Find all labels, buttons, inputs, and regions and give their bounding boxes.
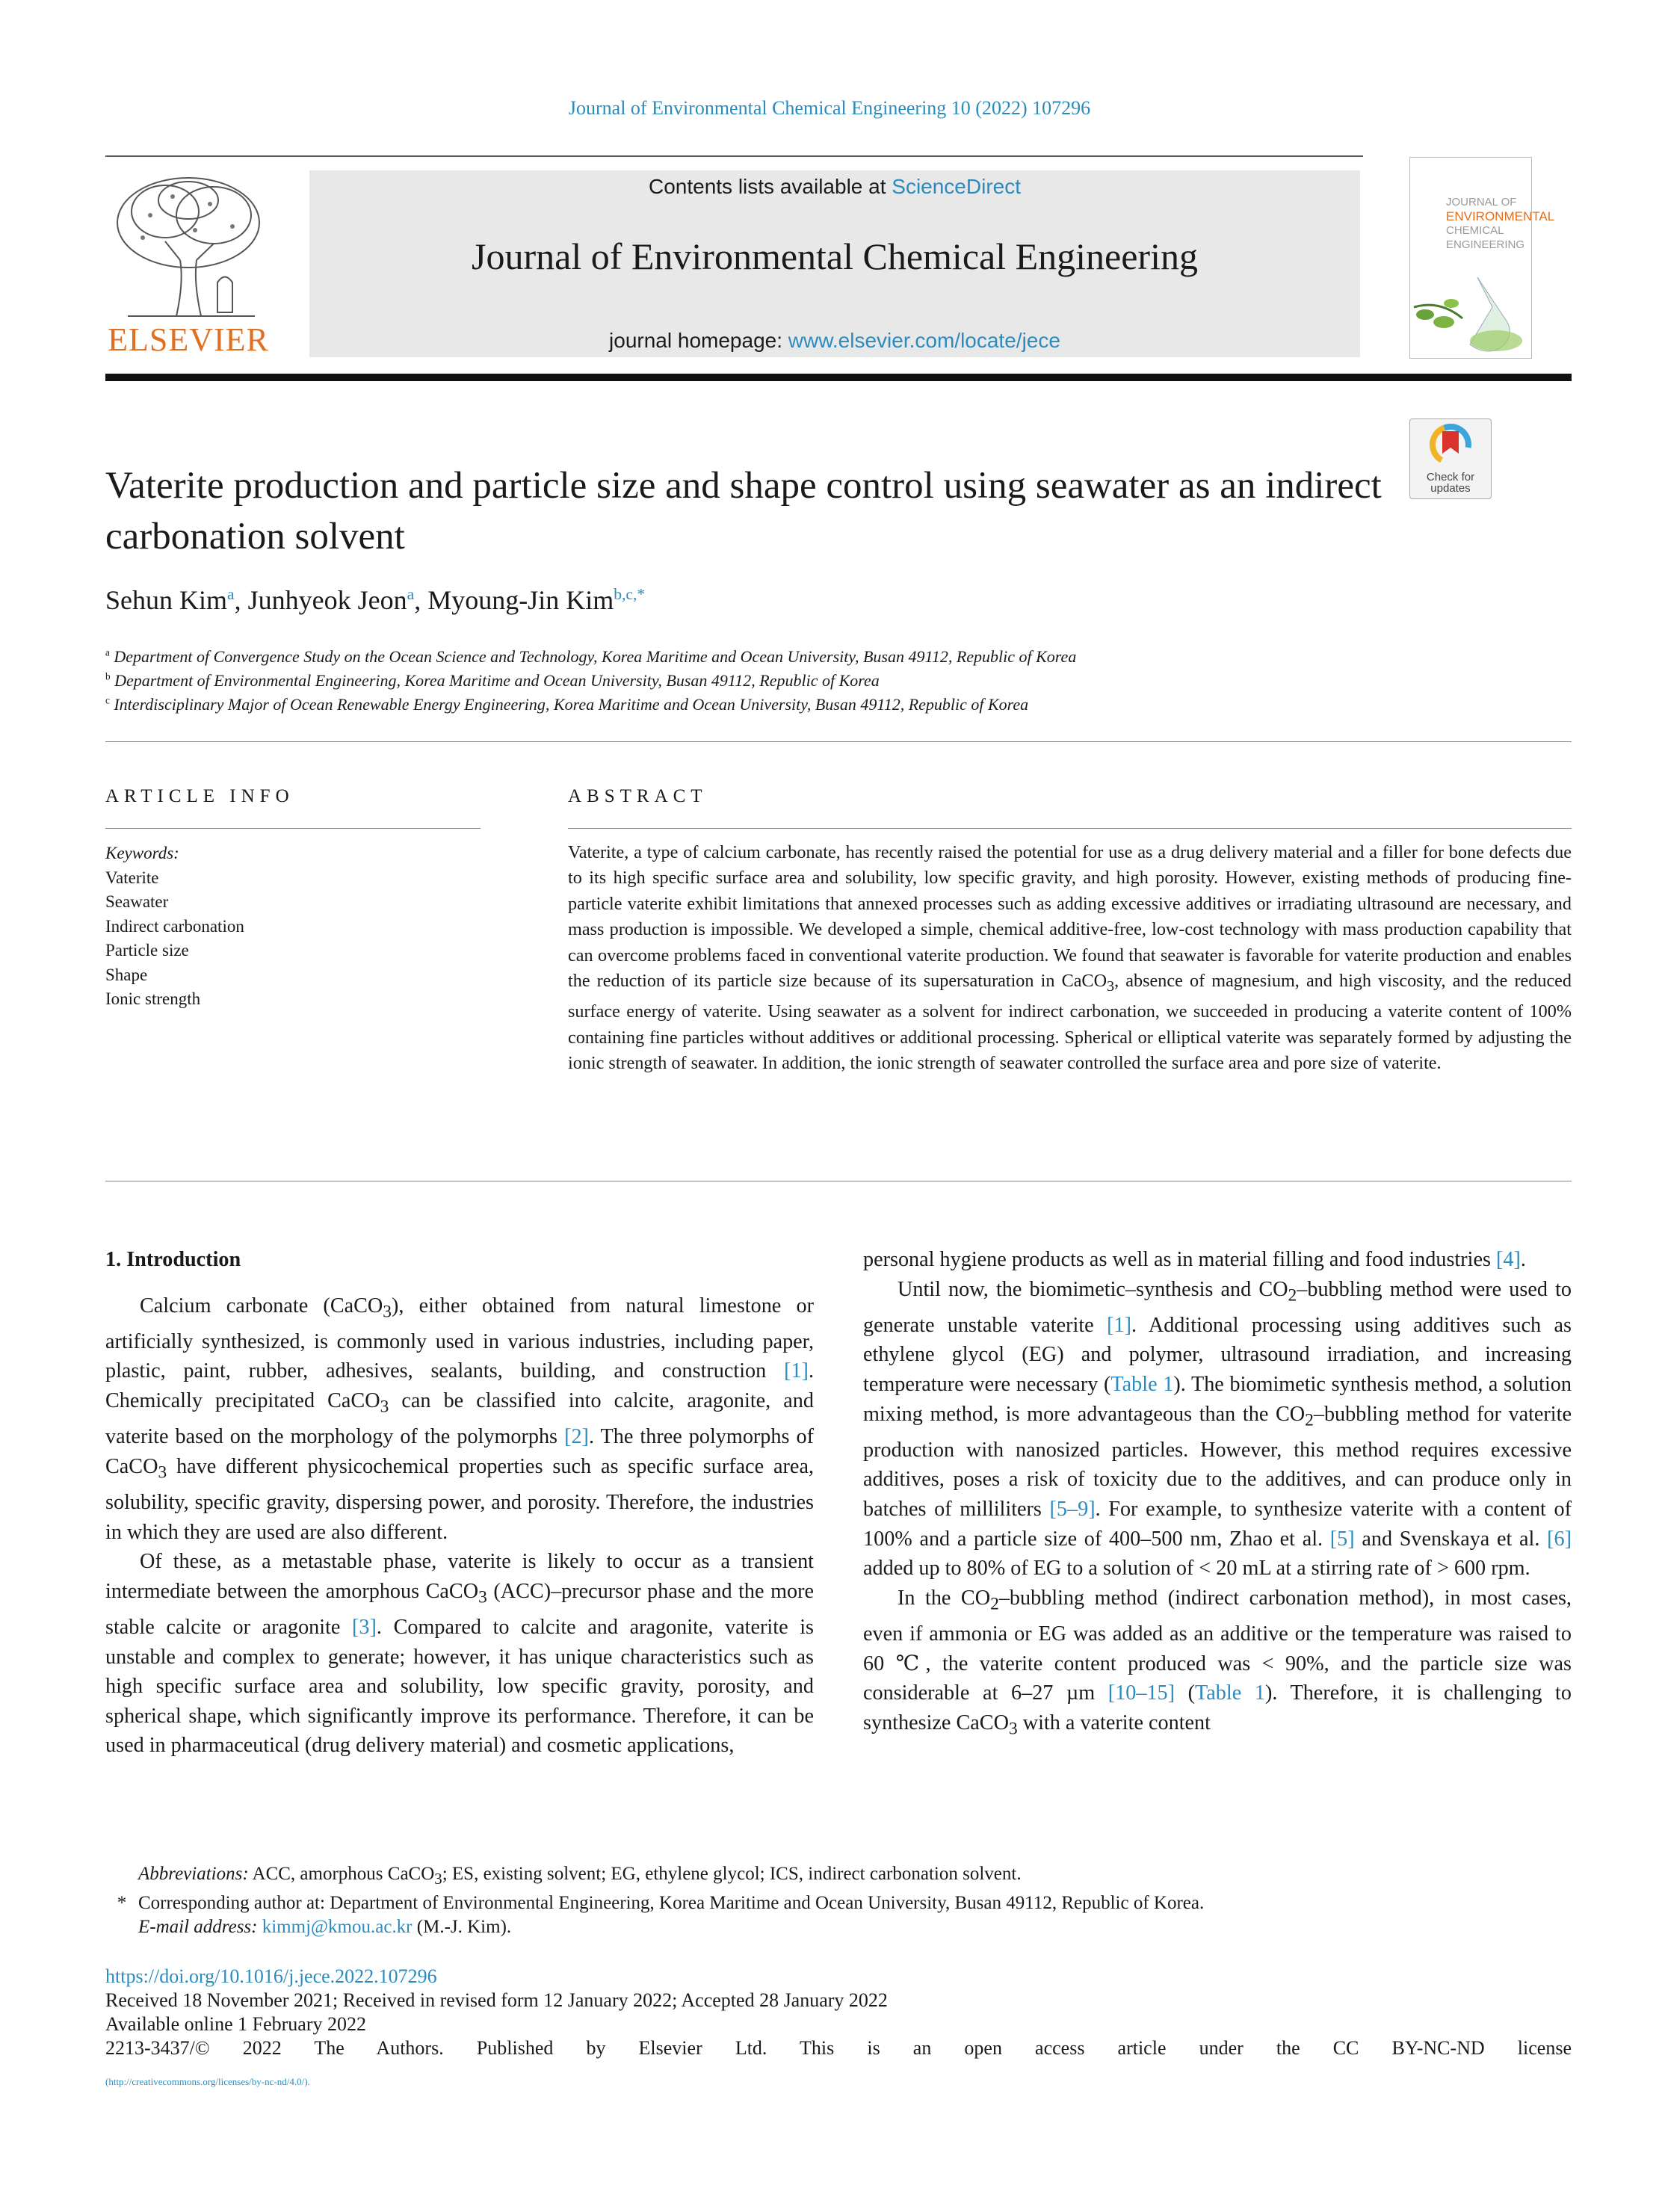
article-title: Vaterite production and particle size and shape control using seawater as an indirect carbonation solvent: [105, 465, 1382, 557]
masthead-top-rule: [105, 155, 1363, 157]
cover-line-2: ENVIRONMENTAL: [1446, 209, 1555, 223]
cover-line-3: CHEMICAL: [1446, 224, 1504, 237]
author-list: Sehun Kim$^a$, Junhyeok Jeon$^a$, Myoung-Jin Kim$^{b,c,*}$: [105, 585, 646, 615]
cover-line-1: JOURNAL OF: [1446, 196, 1517, 208]
masthead-thick-rule: [105, 374, 1572, 381]
abstract-text-part: , absence of magnesium, and high viscosity, and the reduced surface energy of vaterite. Using seawater as a solvent for indirect carbonation, we succeeded in producing a vaterite content of 100% containing fine particles without additives or additional processing. Spherical or elliptical vaterite was separately formed by adjusting the ionic strength of seawater. In addition, the ionic strength of seawater controlled the surface area and pore size of vaterite.: [568, 971, 1572, 1074]
text-run: personal hygiene products as well as in material filling and food industries: [863, 1248, 1496, 1271]
subscript: 3: [1107, 977, 1115, 995]
citation-link[interactable]: [10–15]: [1107, 1681, 1175, 1705]
text-run: . The three polymorphs of CaCO: [105, 1425, 814, 1478]
text-run: ). The biomimetic synthesis method, a solution mixing method, is more advantageous than the CO: [863, 1373, 1572, 1426]
check-for-updates-button[interactable]: [1409, 418, 1492, 499]
elsevier-tree-icon: [105, 170, 271, 320]
table-link[interactable]: Table 1: [1110, 1373, 1174, 1397]
text-run: ). Therefore, it is challenging to synthesize CaCO: [863, 1681, 1572, 1734]
text-run: Calcium carbonate (CaCO: [140, 1294, 383, 1317]
running-head[interactable]: Journal of Environmental Chemical Engineering 10 (2022) 107296: [568, 97, 1091, 119]
body-paragraph: [863, 1275, 1572, 1584]
text-run: ), either obtained from natural limestone or artificially synthesized, is commonly used in various industries, including paper, plastic, paint, rubber, adhesives, sealants, building, and construction: [105, 1294, 814, 1383]
affiliation-mark: b: [105, 670, 111, 682]
contents-prefix: Contents lists available at: [648, 175, 892, 198]
keyword: Particle size: [105, 941, 189, 960]
crossmark-label: [1410, 472, 1491, 494]
elsevier-logo: [105, 170, 271, 359]
email-link[interactable]: kimmj@kmou.ac.kr: [262, 1917, 413, 1937]
abbreviations-label: Abbreviations:: [138, 1864, 249, 1884]
abstract-text: [568, 840, 1572, 1076]
section-heading: 1. Introduction: [105, 1248, 241, 1271]
text-run: . For example, to synthesize vaterite with a content of 100% and a particle size of 400–500 nm, Zhao et al.: [863, 1498, 1572, 1551]
subscript: 2: [990, 1594, 999, 1614]
text-run: ACC, amorphous CaCO: [248, 1864, 435, 1884]
text-run: Of these, as a metastable phase, vaterite is likely to occur as a transient intermediate between the amorphous CaCO: [105, 1550, 814, 1603]
text-run: Until now, the biomimetic–synthesis and CO: [898, 1277, 1288, 1301]
keyword: Vaterite: [105, 868, 159, 887]
divider: [568, 828, 1572, 829]
author-name[interactable]: Myoung-Jin Kim: [427, 585, 614, 615]
text-run: ; ES, existing solvent; EG, ethylene glycol; ICS, indirect carbonation solvent.: [442, 1864, 1022, 1884]
text-run: (: [1175, 1681, 1196, 1705]
footnote-mark: *: [117, 1892, 127, 1913]
body-column-right: [863, 1245, 1572, 1744]
table-link[interactable]: Table 1: [1195, 1681, 1265, 1705]
keyword: Indirect carbonation: [105, 916, 244, 936]
keywords-block: [105, 841, 244, 1012]
text-run: Corresponding author at: Department of Environmental Engineering, Korea Maritime and Ocean University, Busan 49112, Republic of Korea.: [138, 1892, 1205, 1913]
journal-cover-thumbnail[interactable]: [1409, 157, 1555, 359]
text-run: with a vaterite content: [1017, 1711, 1211, 1734]
text-run: and Svenskaya et al.: [1354, 1527, 1548, 1551]
text-run: (M.-J. Kim).: [412, 1917, 512, 1937]
abstract-text-part: Vaterite, a type of calcium carbonate, has recently raised the potential for use as a drug delivery material and a filler for bone defects due to its high specific surface area and solubility, low specific gravity, and high porosity. However, existing methods of producing fine-particle vaterite exhibit limitations that annexed processes such as adding excessive additives or irradiating ultrasound are necessary, and mass production is impossible. We developed a simple, chemical additive-free, low-cost technology with mass production capability that can overcome problems faced in conventional vaterite production. We found that seawater is favorable for vaterite production and enables the reduction of its particle size because of its supersaturation in CaCO: [568, 842, 1572, 992]
email-label: E-mail address:: [138, 1917, 258, 1937]
affiliation-mark: a: [105, 646, 110, 658]
citation-link[interactable]: [2]: [564, 1425, 589, 1449]
text-run: . Additional processing using additives such as ethylene glycol (EG) and polymer, ultrasound irradiation, and increasing temperature were necessary (: [863, 1313, 1572, 1397]
divider: [105, 741, 1572, 742]
footnotes: [105, 1862, 1572, 1940]
subscript: 3: [478, 1587, 487, 1607]
body-paragraph: [863, 1245, 1572, 1275]
crossmark-icon: [1430, 424, 1471, 469]
subscript: 3: [380, 1397, 389, 1417]
email-footnote: [105, 1915, 1572, 1940]
citation-link[interactable]: [3]: [352, 1616, 377, 1640]
subscript: 2: [1305, 1410, 1314, 1430]
affiliation: [105, 695, 1028, 714]
text-run: have different physicochemical properties such as specific surface area, solubility, specific gravity, dispersing power, and porosity. Therefore, the industries in which they are used are also different.: [105, 1454, 814, 1544]
affiliation: [105, 647, 1076, 667]
contents-line: [309, 175, 1360, 199]
text-run: –bubbling method were used to generate unstable vaterite: [863, 1277, 1572, 1337]
citation-link[interactable]: [4]: [1496, 1248, 1521, 1271]
text-run: –bubbling method for vaterite production with nanosized particles. However, this method requires excessive additives, poses a risk of toxicity due to the additives, and can produce only in batches of milliliters: [863, 1402, 1572, 1521]
crossmark-label-line-2: updates: [1430, 482, 1471, 495]
subscript: 2: [1288, 1285, 1297, 1306]
author-name[interactable]: Junhyeok Jeon: [247, 585, 407, 615]
body-paragraph: [105, 1547, 814, 1761]
license-statement: 2213-3437/© 2022 The Authors. Published by Elsevier Ltd. This is an open access article under the CC BY-NC-ND license: [105, 2037, 1572, 2059]
affiliation: [105, 671, 880, 691]
abbreviations-footnote: [105, 1862, 1572, 1891]
text-run: . Chemically precipitated CaCO: [105, 1359, 814, 1413]
body-paragraph: [863, 1584, 1572, 1744]
affiliation-text: Interdisciplinary Major of Ocean Renewable Energy Engineering, Korea Maritime and Ocean University, Busan 49112, Republic of Korea: [114, 695, 1029, 714]
text-run: . Compared to calcite and aragonite, vaterite is unstable and complex to generate; however, it has unique characteristics such as high specific surface area and solubility, low specific gravity, porosity, and spherical shape, which significantly improve its performance. Therefore, it can be used in pharmaceutical (drug delivery material) and cosmetic applications,: [105, 1616, 814, 1758]
affiliation-mark: c: [105, 694, 110, 706]
homepage-line: [309, 329, 1360, 353]
license-link[interactable]: (http://creativecommons.org/licenses/by-nc-nd/4.0/).: [105, 2076, 310, 2087]
sciencedirect-link[interactable]: ScienceDirect: [892, 175, 1021, 198]
body-paragraph: [105, 1291, 814, 1548]
keyword: Shape: [105, 965, 148, 984]
cover-plant-icon: [1410, 277, 1531, 356]
text-run: .: [1520, 1248, 1526, 1271]
abstract-heading: ABSTRACT: [568, 786, 708, 806]
text-run: added up to 80% of EG to a solution of < 20 mL at a stirring rate of > 600 rpm.: [863, 1557, 1530, 1581]
citation-link[interactable]: [6]: [1547, 1527, 1572, 1551]
subscript: 3: [383, 1302, 392, 1322]
citation-link[interactable]: [5–9]: [1049, 1498, 1096, 1521]
affiliation-text: Department of Convergence Study on the Ocean Science and Technology, Korea Maritime and Ocean University, Busan 49112, Republic of Korea: [114, 647, 1077, 666]
citation-link[interactable]: [1]: [1107, 1313, 1131, 1337]
author-affiliation-mark[interactable]: b,c,*: [614, 585, 646, 603]
elsevier-wordmark: ELSEVIER: [108, 321, 269, 358]
doi-link[interactable]: https://doi.org/10.1016/j.jece.2022.107296: [105, 1965, 437, 1987]
masthead-box: [309, 170, 1360, 357]
received-dates: Received 18 November 2021; Received in revised form 12 January 2022; Accepted 28 January 2022: [105, 1989, 888, 2011]
keyword: Ionic strength: [105, 989, 201, 1008]
divider: [105, 828, 481, 829]
cover-line-4: ENGINEERING: [1446, 238, 1525, 251]
author-name[interactable]: Sehun Kim: [105, 585, 228, 615]
text-run: In the CO: [898, 1586, 991, 1610]
journal-name: Journal of Environmental Chemical Engineering: [472, 235, 1198, 277]
article-info-heading: ARTICLE INFO: [105, 786, 294, 806]
subscript: 3: [1008, 1719, 1018, 1739]
corresponding-author-footnote: [105, 1891, 1572, 1916]
citation-link[interactable]: [5]: [1329, 1527, 1355, 1551]
crossmark-label-line-1: Check for: [1426, 471, 1475, 484]
subscript: 3: [158, 1462, 167, 1483]
homepage-prefix: journal homepage:: [609, 329, 788, 352]
author-affiliation-mark[interactable]: a: [227, 585, 235, 603]
citation-link[interactable]: [1]: [784, 1359, 809, 1383]
text-run: –bubbling method (indirect carbonation method), in most cases, even if ammonia or EG was added as an additive or the temperature was raised to 60 ℃, the vaterite content produced was < 90%, and the particle size was considerable at 6–27 µm: [863, 1586, 1572, 1705]
body-column-left: [105, 1245, 814, 1761]
homepage-link[interactable]: www.elsevier.com/locate/jece: [788, 329, 1060, 352]
text-run: (ACC)–precursor phase and the more stable calcite or aragonite: [105, 1579, 814, 1640]
keyword: Seawater: [105, 892, 169, 911]
text-run: can be classified into calcite, aragonite, and vaterite based on the morphology of the polymorphs: [105, 1389, 814, 1449]
available-online: Available online 1 February 2022: [105, 2013, 366, 2035]
keywords-label: Keywords:: [105, 844, 179, 862]
affiliation-text: Department of Environmental Engineering, Korea Maritime and Ocean University, Busan 49112, Republic of Korea: [114, 671, 880, 690]
author-affiliation-mark[interactable]: a: [407, 585, 415, 603]
subscript: 3: [434, 1870, 442, 1888]
cover-text: [1446, 195, 1554, 252]
